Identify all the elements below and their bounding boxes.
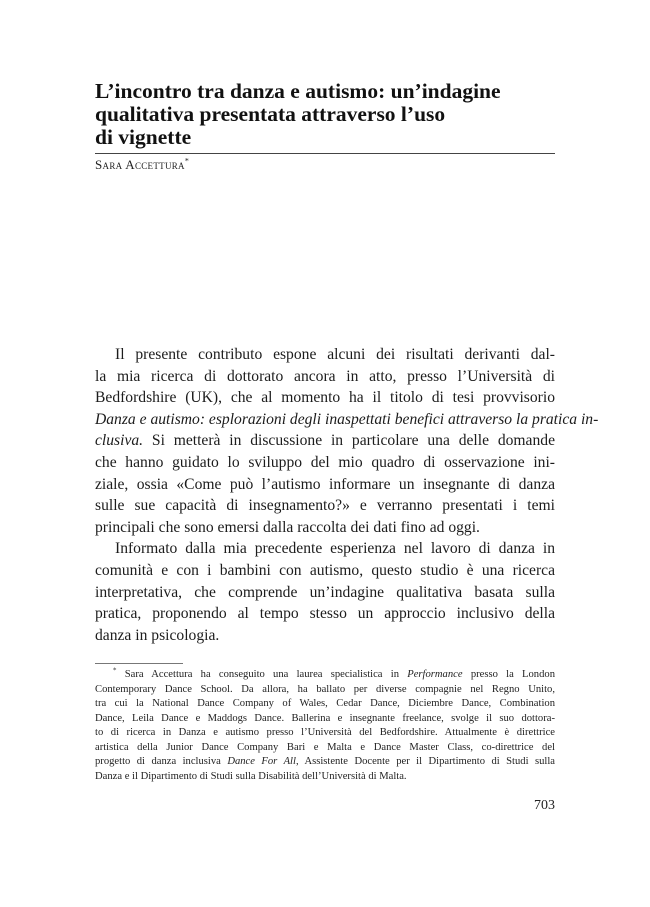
footnote-line: to di ricerca in Danza e autismo presso l’Università del Bedfordshire. Attualmente è direttrice: [95, 727, 555, 738]
body-line: comunità e con i bambini con autismo, questo studio è una ricerca: [95, 561, 555, 579]
footnote-line: Danza e il Dipartimento di Studi sulla Disabilità dell’Università di Malta.: [95, 770, 407, 782]
footnote-text-span: progetto di danza inclusiva: [95, 756, 228, 767]
body-line: la mia ricerca di dottorato ancora in atto, presso l’Università di: [95, 367, 555, 385]
footnote-line: tra cui la National Dance Company of Wales, Cedar Dance, Diciembre Dance, Combination: [95, 698, 555, 709]
body-line: danza in psicologia.: [95, 626, 220, 644]
body-line: che hanno guidato lo sviluppo del mio quadro di osservazione ini-: [95, 453, 555, 471]
footnote-text-span: presso la London: [462, 669, 555, 680]
body-line: principali che sono emersi dalla raccolta dei dati fino ad oggi.: [95, 518, 480, 536]
body-line: [95, 430, 555, 452]
body-line: pratica, proponendo al tempo stesso un approccio inclusivo della: [95, 605, 555, 623]
footnote-line: [95, 668, 555, 683]
body-line: Bedfordshire (UK), che al momento ha il titolo di tesi provvisorio: [95, 389, 555, 407]
title-line-3: di vignette: [95, 125, 192, 149]
body-line: Il presente contributo espone alcuni dei risultati derivanti dal-: [115, 346, 555, 363]
footnote-line: Dance, Leila Dance e Maddogs Dance. Ballerina e insegnante freelance, svolge il suo dottora-: [95, 712, 555, 724]
body-line: ziale, ossia «Come può l’autismo informare un insegnante di danza: [95, 475, 555, 493]
body-line-italic: [95, 409, 599, 431]
article-body: [95, 344, 599, 646]
footnote: [95, 668, 555, 784]
body-text-span: Si metterà in discussione in particolare una delle domande: [143, 432, 555, 450]
footnote-text-span: , Assistente Docente per il Dipartimento di Studi sulla: [295, 756, 555, 767]
title-line-1: L’incontro tra danza e autismo: un’indagine: [95, 79, 501, 103]
author-line: [95, 157, 189, 173]
footnote-rule: [95, 663, 183, 664]
footnote-italic-performance: Performance: [407, 669, 463, 680]
footnote-line: artistica della Junior Dance Company Bari e Malta e Dance Master Class, co-direttrice del: [95, 741, 555, 753]
footnote-line: Contemporary Dance School. Da allora, ha ballato per diverse compagnie nel Regno Unito,: [95, 683, 555, 695]
footnote-italic-dance-for-all: Dance For All: [227, 756, 296, 767]
thesis-title-part-1: Danza e autismo: esplorazioni degli inaspettati benefici attraverso la pratica in-: [95, 410, 599, 428]
footnote-line: [95, 755, 555, 770]
body-line: interpretativa, che comprende un’indagine qualitativa basata sulla: [95, 583, 555, 601]
author-name: Sara Accettura: [95, 157, 185, 172]
title-rule: [95, 153, 555, 154]
body-line: Informato dalla mia precedente esperienza nel lavoro di danza in: [115, 540, 555, 558]
thesis-title-part-2: clusiva.: [95, 432, 144, 450]
body-line: sulle sue capacità di insegnamento?» e verranno presentati i temi: [95, 497, 555, 515]
footnote-marker: *: [113, 666, 117, 675]
author-footnote-marker: *: [184, 156, 190, 166]
title-line-2: qualitativa presentata attraverso l’uso: [95, 102, 446, 126]
footnote-text-span: Sara Accettura ha conseguito una laurea specialistica in: [116, 669, 408, 680]
page-number: 703: [534, 798, 555, 813]
article-title: [95, 80, 565, 149]
